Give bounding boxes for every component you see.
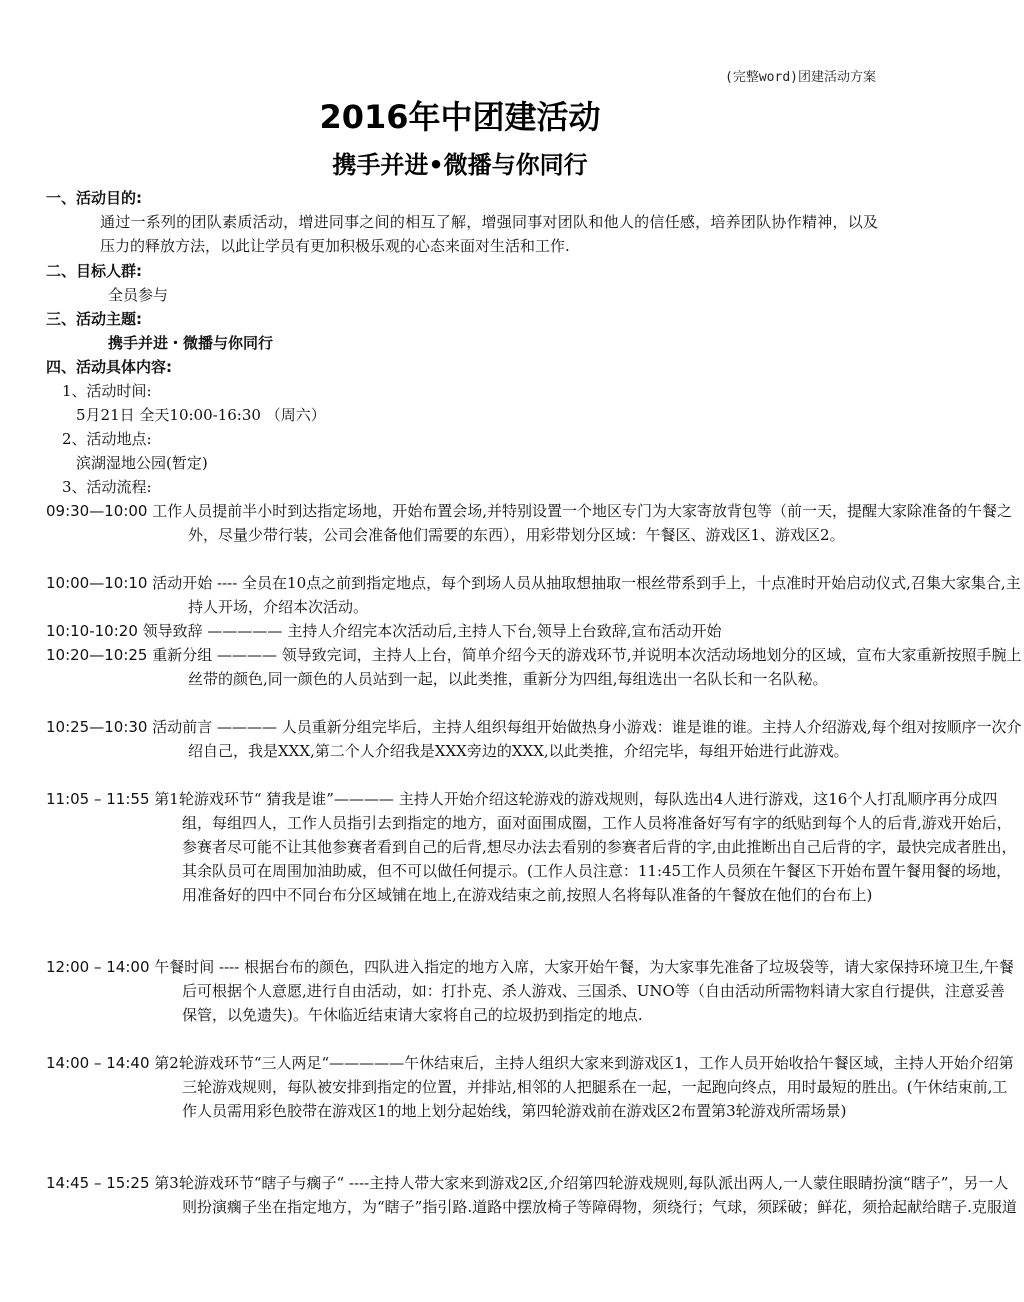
schedule-entry [46, 715, 1024, 763]
schedule-text: 午餐时间 ---- 根据台布的颜色，四队进入指定的地方入席，大家开始午餐，为大家事先准备了垃圾袋等，请大家保持环境卫生,午餐后可根据个人意愿,进行自由活动，如：打扑克、杀人游戏、三国杀、UNO等（自由活动所需物料请大家自行提供，注意妥善保管，以免遗失)。午休临近结束请大家将自己的垃圾扔到指定的地点. [154, 958, 1014, 1024]
schedule-text: 活动前言 ———— 人员重新分组完毕后，主持人组织每组开始做热身小游戏：谁是谁的谁。主持人介绍游戏,每个组对按顺序一次介绍自己，我是XXX,第二个人介绍我是XXX旁边的XXX,以此类推，介绍完毕，每组开始进行此游戏。 [152, 718, 1022, 760]
schedule-entry [46, 571, 1024, 619]
audience-heading: 二、目标人群: [46, 262, 142, 280]
schedule-text: 活动开始 ---- 全员在10点之前到指定地点，每个到场人员从抽取想抽取一根丝带系到手上，十点准时开始启动仪式,召集大家集合,主持人开场，介绍本次活动。 [152, 574, 1021, 616]
schedule-text: 第3轮游戏环节“瞎子与瘸子“ ----主持人带大家来到游戏2区,介绍第四轮游戏规则,每队派出两人,一人蒙住眼睛扮演“瞎子”，另一人则扮演瘸子坐在指定地方，为“瞎子”指引路.道路中摆放椅子等障碍物，须绕行；气球，须踩破；鲜花，须拾起献给瞎子.克服道 [154, 1174, 1017, 1216]
flow-label: 3、活动流程: [62, 478, 152, 496]
schedule-entry [46, 1171, 1018, 1267]
place-value: 滨湖湿地公园(暂定) [76, 454, 208, 472]
schedule-entry [46, 1051, 1018, 1123]
document-title: 2016年中团建活动 [319, 98, 601, 136]
schedule-time: 10:00—10:10 [46, 574, 148, 592]
schedule-text: 第1轮游戏环节“ 猜我是谁”———— 主持人开始介绍这轮游戏的游戏规则，每队选出4人进行游戏，这16个人打乱顺序再分成四组，每组四人，工作人员指引去到指定的地方，面对面围成圈，工作人员将准备好写有字的纸贴到每个人的后背,游戏开始后，参赛者尽可能不让其他参赛者看到自己的后背,想尽办法去看别的参赛者后背的字,由此推断出自己后背的字，最快完成者胜出，其余队员可在周围加油助威，但不可以做任何提示。(工作人员注意：11:45工作人员须在午餐区下开始布置午餐用餐的场地，用准备好的四中不同台布分区域铺在地上,在游戏结束之前,按照人名将每队准备的午餐放在他们的台布上) [154, 790, 1017, 904]
purpose-heading: 一、活动目的: [46, 189, 142, 207]
content-heading: 四、活动具体内容: [46, 358, 172, 376]
schedule-text: 工作人员提前半小时到达指定场地，开始布置会场,并特别设置一个地区专门为大家寄放背包等（前一天，提醒大家除准备的午餐之外，尽量少带行装，公司会准备他们需要的东西），用彩带划分区域：午餐区、游戏区1、游戏区2。 [152, 502, 1013, 544]
document-subtitle: 携手并进•微播与你同行 [332, 151, 588, 179]
schedule-time: 12:00 – 14:00 [46, 958, 150, 976]
schedule-time: 10:10-10:20 [46, 622, 138, 640]
schedule-text: 重新分组 ———— 领导致完词，主持人上台，简单介绍今天的游戏环节,并说明本次活动场地划分的区域，宣布大家重新按照手腕上丝带的颜色,同一颜色的人员站到一起，以此类推，重新分为四组,每组选出一名队长和一名队秘。 [152, 646, 1022, 688]
place-label: 2、活动地点: [62, 430, 152, 448]
schedule-time: 14:00 – 14:40 [46, 1054, 150, 1072]
schedule-entry [46, 619, 1024, 643]
schedule-entry [46, 499, 1024, 547]
schedule-entry [46, 643, 1024, 691]
schedule-text: 领导致辞 ————— 主持人介绍完本次活动后,主持人下台,领导上台致辞,宣布活动开始 [142, 622, 722, 640]
theme-heading: 三、活动主题: [46, 310, 142, 328]
schedule-time: 10:20—10:25 [46, 646, 148, 664]
schedule-time: 14:45 – 15:25 [46, 1174, 150, 1192]
purpose-text: 通过一系列的团队素质活动，增进同事之间的相互了解，增强同事对团队和他人的信任感，培养团队协作精神，以及压力的释放方法，以此让学员有更加积极乐观的心态来面对生活和工作. [100, 213, 878, 255]
schedule-entry [46, 955, 1018, 1027]
theme-text: 携手并进・微播与你同行 [108, 334, 274, 352]
schedule-text: 第2轮游戏环节“三人两足“—————午休结束后，主持人组织大家来到游戏区1，工作人员开始收拾午餐区域，主持人开始介绍第三轮游戏规则，每队被安排到指定的位置，并排站,相邻的人把腿系在一起，一起跑向终点，用时最短的胜出。(午休结束前,工作人员需用彩色胶带在游戏区1的地上划分起始线，第四轮游戏前在游戏区2布置第3轮游戏所需场景) [154, 1054, 1014, 1120]
time-value: 5月21日 全天10:00-16:30 （周六） [76, 406, 326, 424]
audience-text: 全员参与 [108, 286, 169, 304]
header-note: (完整word)团建活动方案 [725, 70, 876, 85]
schedule-time: 10:25—10:30 [46, 718, 148, 736]
schedule-time: 09:30—10:00 [46, 502, 148, 520]
time-label: 1、活动时间: [62, 382, 152, 400]
schedule-time: 11:05 – 11:55 [46, 790, 150, 808]
schedule-entry [46, 787, 1018, 907]
